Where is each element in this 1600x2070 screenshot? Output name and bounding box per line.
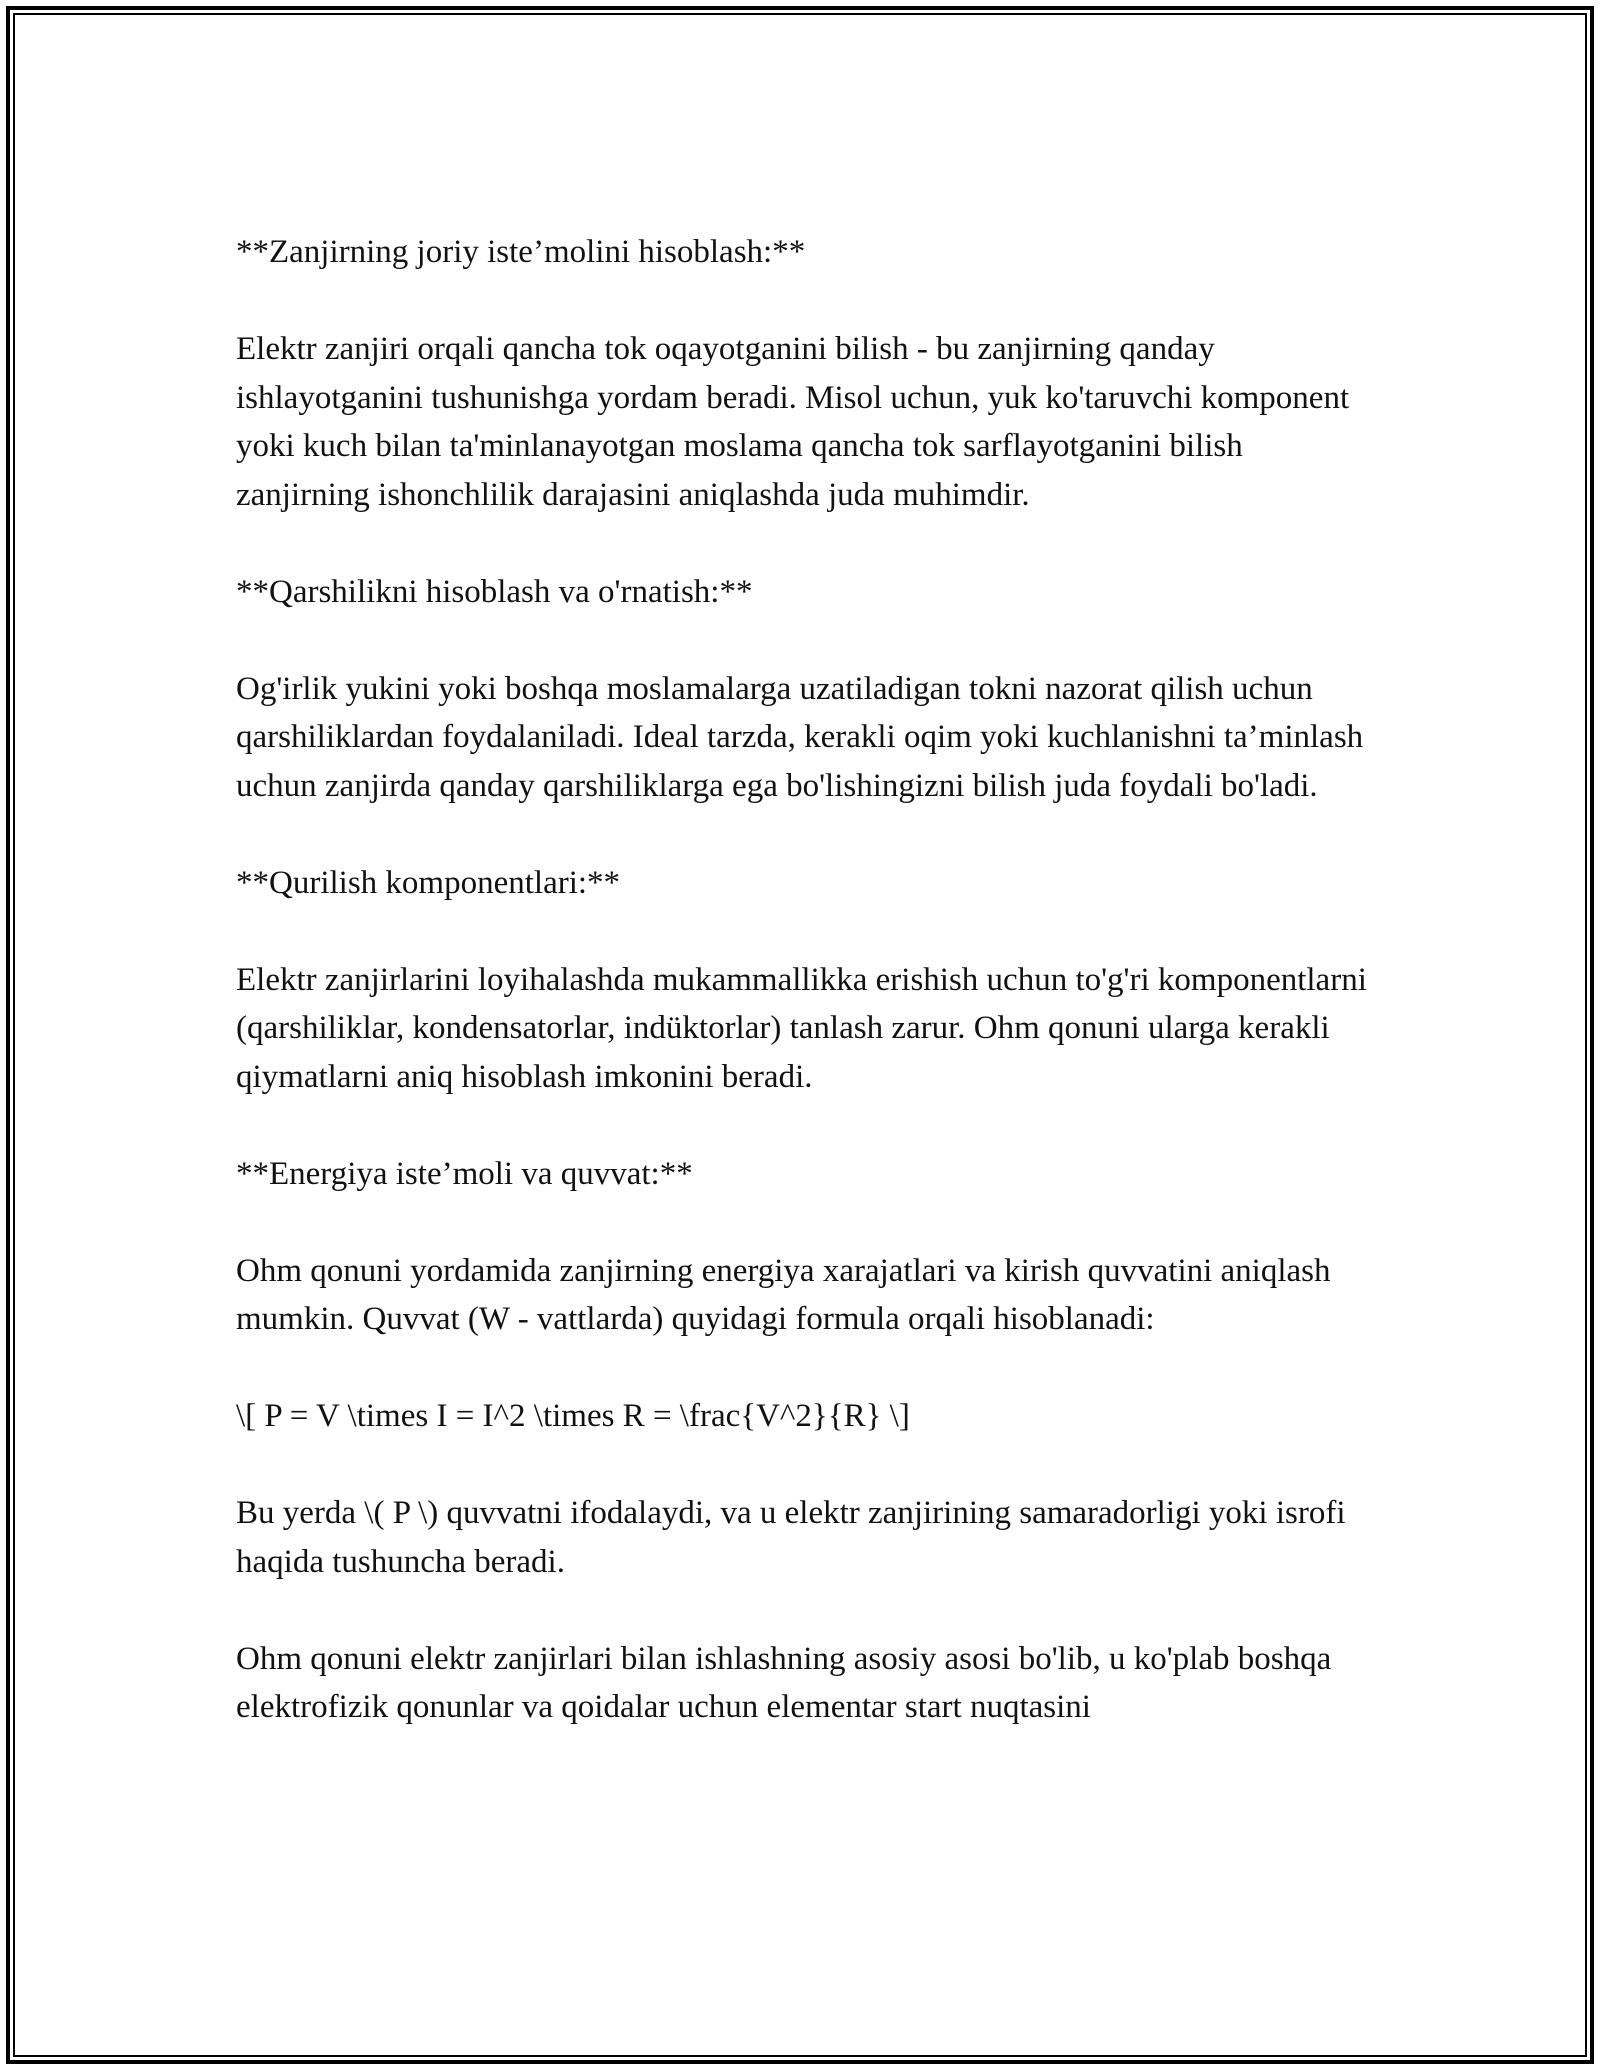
paragraph-ohm-law-basis: Ohm qonuni elektr zanjirlari bilan ishlashning asosiy asosi bo'lib, u ko'plab boshqa elektrofizik qonunlar va qoidalar uchun elementar start nuqtasini: [236, 1640, 1332, 1725]
document-body: [236, 228, 1376, 1732]
paragraph-power-meaning: Bu yerda \( P \) quvvatni ifodalaydi, va u elektr zanjirining samaradorligi yoki isrofi haqida tushuncha beradi.: [236, 1495, 1346, 1580]
section-heading-components: **Qurilish komponentlari:**: [236, 864, 621, 901]
paragraph-current-consumption: Elektr zanjiri orqali qancha tok oqayotganini bilish - bu zanjirning qanday ishlayotganini tushunishga yordam beradi. Misol uchun, yuk ko'taruvchi komponent yoki kuch bilan ta'minlanayotgan moslama qancha tok sarflayotganini bilish zanjirning ishonchlilik darajasini aniqlashda juda muhimdir.: [236, 331, 1350, 513]
section-heading-current-consumption: **Zanjirning joriy iste’molini hisoblash:**: [236, 234, 806, 270]
paragraph-energy-power: Ohm qonuni yordamida zanjirning energiya xarajatlari va kirish quvvatini aniqlash mumkin. Quvvat (W - vattlarda) quyidagi formula orqali hisoblanadi:: [236, 1252, 1331, 1337]
paragraph-components: Elektr zanjirlarini loyihalashda mukammallikka erishish uchun to'g'ri komponentlarni (qarshiliklar, kondensatorlar, indüktorlar) tanlash zarur. Ohm qonuni ularga kerakli qiymatlarni aniq hisoblash imkonini beradi.: [236, 961, 1367, 1095]
power-formula: \[ P = V \times I = I^2 \times R = \frac{V^2}{R} \]: [236, 1398, 910, 1434]
section-heading-energy-power: **Energiya iste’moli va quvvat:**: [236, 1155, 693, 1192]
section-heading-resistance: **Qarshilikni hisoblash va o'rnatish:**: [236, 573, 753, 610]
paragraph-resistance: Og'irlik yukini yoki boshqa moslamalarga uzatiladigan tokni nazorat qilish uchun qarshiliklardan foydalaniladi. Ideal tarzda, kerakli oqim yoki kuchlanishni ta’minlash uchun zanjirda qanday qarshiliklarga ega bo'lishingizni bilish juda foydali bo'ladi.: [236, 670, 1364, 804]
